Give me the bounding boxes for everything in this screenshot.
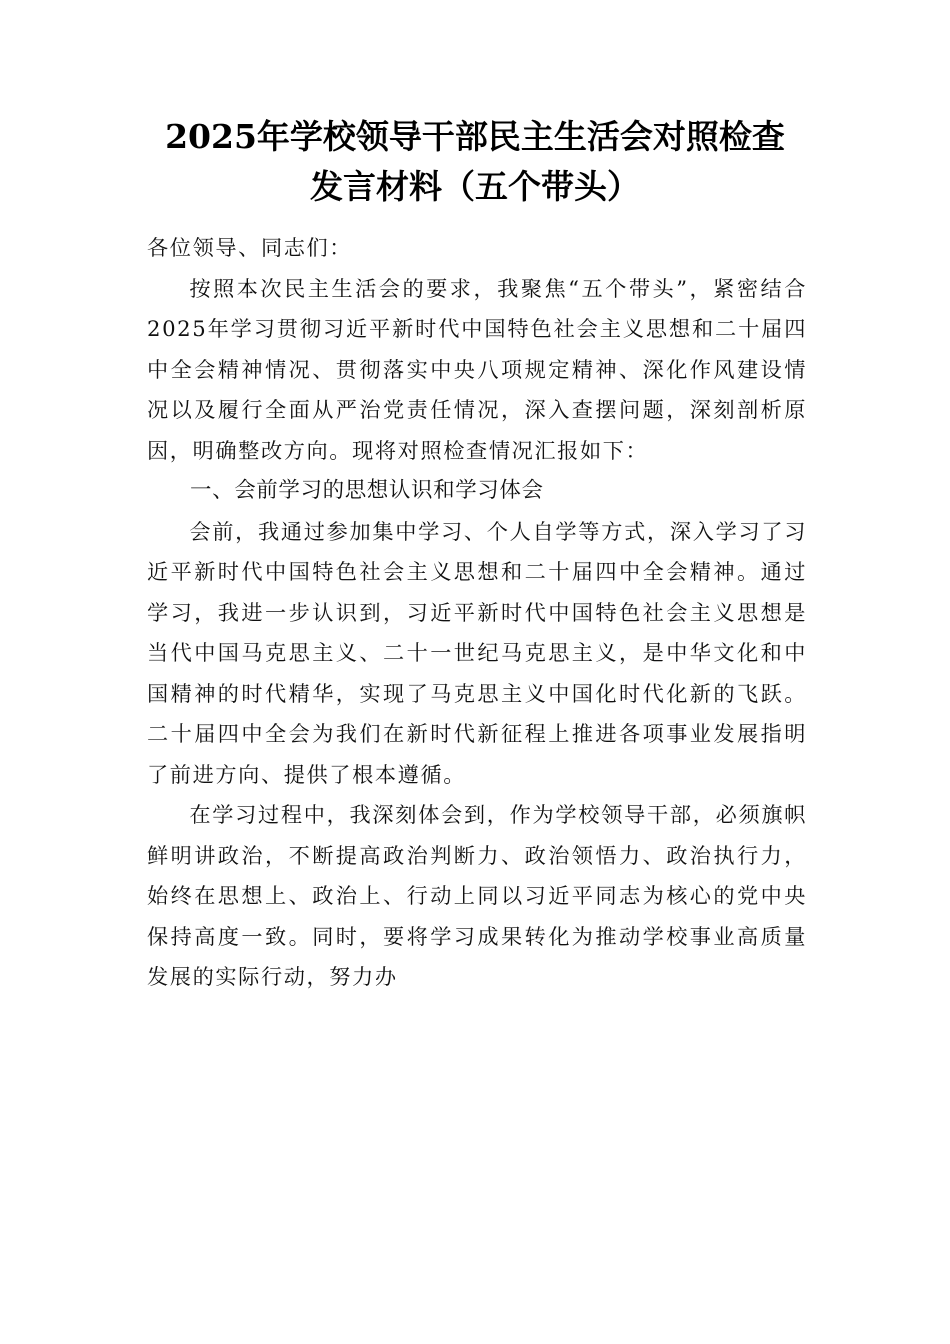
title-line-2: 发言材料（五个带头）: [310, 167, 640, 206]
section-1-heading: 一、会前学习的思想认识和学习体会: [190, 478, 544, 503]
section-1-paragraph-1: 会前，我通过参加集中学习、个人自学等方式，深入学习了习近平新时代中国特色社会主义思想和二十届四中全会精神。通过学习，我进一步认识到，习近平新时代中国特色社会主义思想是当代中国马克思主义、二十一世纪马克思主义，是中华文化和中国精神的时代精华，实现了马克思主义中国化时代化新的飞跃。二十届四中全会为我们在新时代新征程上推进各项事业发展指明了前进方向、提供了根本遵循。: [147, 518, 807, 787]
title-line-1: 2025年学校领导干部民主生活会对照检查: [165, 117, 785, 156]
document-title: [120, 112, 830, 212]
section-1-paragraph-2: 在学习过程中，我深刻体会到，作为学校领导干部，必须旗帜鲜明讲政治，不断提高政治判断力、政治领悟力、政治执行力，始终在思想上、政治上、行动上同以习近平同志为核心的党中央保持高度一致。同时，要将学习成果转化为推动学校事业高质量发展的实际行动，努力办: [147, 802, 807, 989]
salutation: 各位领导、同志们：: [147, 235, 353, 260]
document-body: [147, 228, 807, 998]
intro-paragraph: 按照本次民主生活会的要求，我聚焦“五个带头”，紧密结合2025年学习贯彻习近平新时代中国特色社会主义思想和二十届四中全会精神情况、贯彻落实中央八项规定精神、深化作风建设情况以及履行全面从严治党责任情况，深入查摆问题，深刻剖析原因，明确整改方向。现将对照检查情况汇报如下：: [147, 275, 807, 463]
